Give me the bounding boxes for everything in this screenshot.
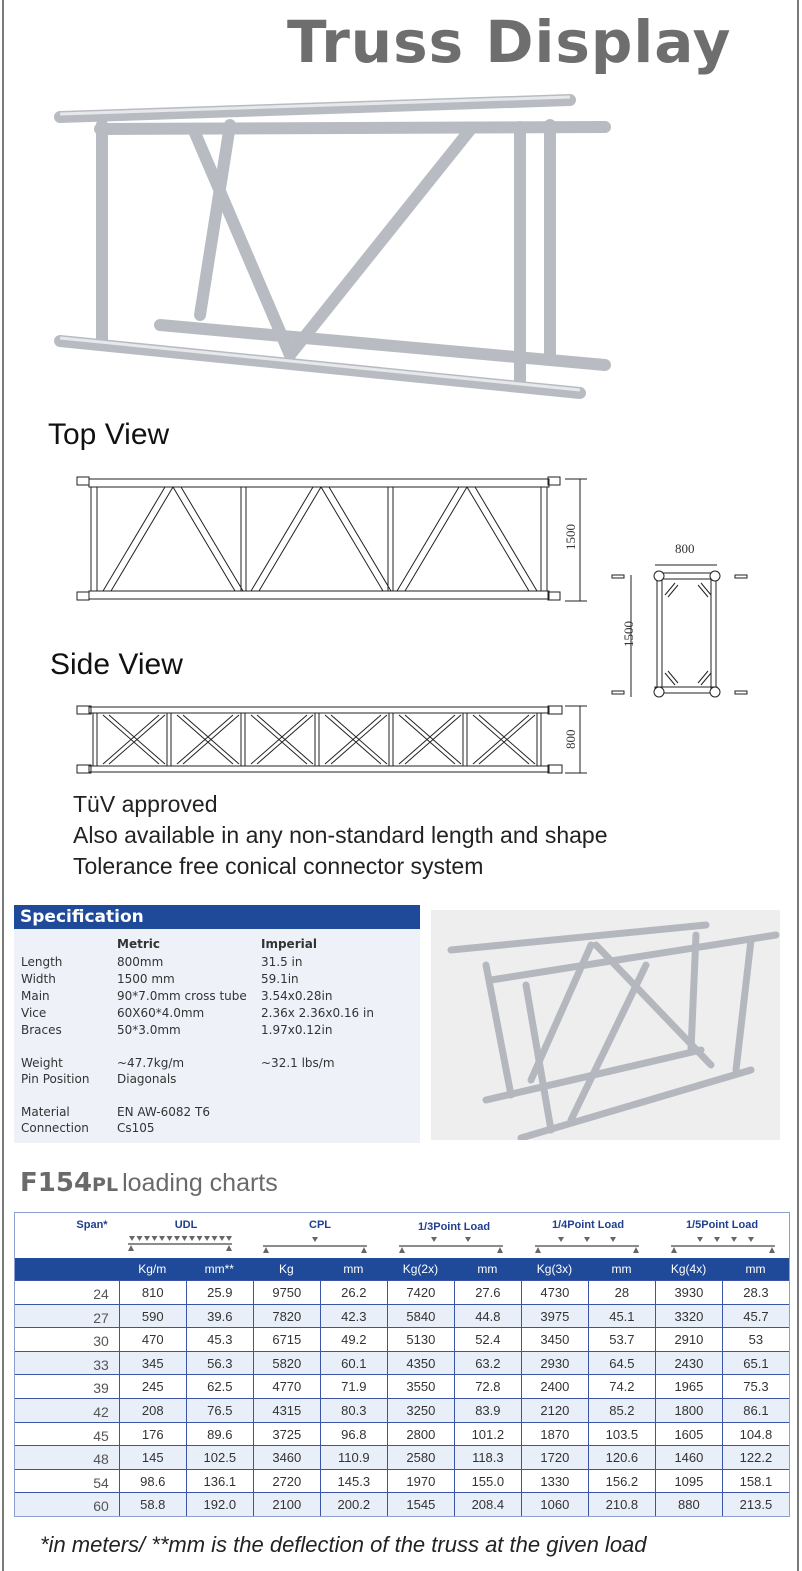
footnote: *in meters/ **mm is the deflection of the truss at the given load (40, 1532, 647, 1557)
loading-charts-title (20, 1168, 278, 1198)
value-cell: 83.9 (454, 1399, 521, 1422)
value-cell: 53 (722, 1328, 789, 1351)
span-cell: 24 (93, 1286, 109, 1302)
table-row (15, 1351, 789, 1375)
value-cell: 155.0 (454, 1470, 521, 1493)
value-cell: 208.4 (454, 1493, 521, 1516)
value-cell: 1605 (655, 1423, 722, 1446)
table-units-header (15, 1258, 789, 1280)
group-third-point: 1/3Point Load (417, 1221, 491, 1233)
span-cell: 33 (93, 1356, 109, 1373)
feature-list (73, 789, 608, 882)
unit-fifth-kg: Kg(4x) (670, 1262, 707, 1276)
value-cell: 45.1 (588, 1305, 655, 1328)
value-cell: 176 (119, 1423, 186, 1446)
value-cell: 2580 (387, 1446, 454, 1469)
value-cell: 64.5 (588, 1352, 655, 1375)
value-cell: 1095 (655, 1470, 722, 1493)
span-cell: 27 (93, 1309, 109, 1326)
value-cell: 65.1 (722, 1352, 789, 1375)
model-suffix: PL (92, 1174, 119, 1196)
value-cell: 42.3 (320, 1305, 387, 1328)
table-group-header (15, 1213, 789, 1258)
value-cell: 1800 (655, 1399, 722, 1422)
value-cell: 110.9 (320, 1446, 387, 1469)
truss-product-photo (431, 910, 780, 1140)
unit-cpl-kg: Kg (278, 1262, 294, 1276)
table-row (15, 1398, 789, 1422)
value-cell: 120.6 (588, 1446, 655, 1469)
top-view-label: Top View (48, 418, 170, 451)
value-cell: 2120 (521, 1399, 588, 1422)
value-cell: 86.1 (722, 1399, 789, 1422)
cross-section-height-dimension: 1500 (621, 621, 636, 647)
value-cell: 1970 (387, 1470, 454, 1493)
value-cell: 7820 (253, 1305, 320, 1328)
loading-chart-table (14, 1212, 790, 1517)
value-cell: 3320 (655, 1305, 722, 1328)
value-cell: 2800 (387, 1423, 454, 1446)
value-cell: 3725 (253, 1423, 320, 1446)
value-cell: 5840 (387, 1305, 454, 1328)
spec-col-metric: Metric (117, 937, 160, 951)
span-cell: 54 (93, 1474, 109, 1491)
unit-udl-kg: Kg/m (138, 1262, 167, 1276)
value-cell: 4770 (253, 1375, 320, 1398)
value-cell: 56.3 (186, 1352, 253, 1375)
group-fifth-point: 1/5Point Load (685, 1219, 759, 1231)
group-cpl: CPL (309, 1219, 331, 1231)
value-cell: 4730 (521, 1281, 588, 1304)
value-cell: 880 (655, 1493, 722, 1516)
value-cell: 58.8 (119, 1493, 186, 1516)
load-diagram-icons (15, 1233, 791, 1257)
value-cell: 192.0 (186, 1493, 253, 1516)
unit-third-mm: mm (477, 1262, 498, 1276)
value-cell: 810 (119, 1281, 186, 1304)
value-cell: 2430 (655, 1352, 722, 1375)
value-cell: 3930 (655, 1281, 722, 1304)
value-cell: 5820 (253, 1352, 320, 1375)
table-body (15, 1280, 789, 1516)
value-cell: 2930 (521, 1352, 588, 1375)
value-cell: 156.2 (588, 1470, 655, 1493)
value-cell: 71.9 (320, 1375, 387, 1398)
value-cell: 60.1 (320, 1352, 387, 1375)
feature-item: Tolerance free conical connector system (73, 853, 484, 879)
value-cell: 52.4 (454, 1328, 521, 1351)
feature-item: TüV approved (73, 791, 218, 817)
table-row (15, 1469, 789, 1493)
value-cell: 72.8 (454, 1375, 521, 1398)
value-cell: 210.8 (588, 1493, 655, 1516)
value-cell: 3975 (521, 1305, 588, 1328)
value-cell: 85.2 (588, 1399, 655, 1422)
value-cell: 39.6 (186, 1305, 253, 1328)
value-cell: 158.1 (722, 1470, 789, 1493)
truss-hero-image (50, 85, 615, 420)
unit-quarter-kg: Kg(3x) (536, 1262, 573, 1276)
value-cell: 28 (588, 1281, 655, 1304)
value-cell: 101.2 (454, 1423, 521, 1446)
value-cell: 5130 (387, 1328, 454, 1351)
table-row (15, 1304, 789, 1328)
top-view-dimension: 1500 (563, 524, 578, 550)
group-udl: UDL (174, 1219, 198, 1231)
unit-udl-mm: mm** (204, 1262, 234, 1276)
value-cell: 1965 (655, 1375, 722, 1398)
value-cell: 136.1 (186, 1470, 253, 1493)
table-row (15, 1422, 789, 1446)
spec-row-length: Length 800mm 31.5 in (21, 955, 303, 969)
table-row (15, 1374, 789, 1398)
value-cell: 2720 (253, 1470, 320, 1493)
cross-section-width-dimension: 800 (675, 541, 695, 556)
value-cell: 145.3 (320, 1470, 387, 1493)
spec-row-weight: Weight ~47.7kg/m ~32.1 lbs/m (21, 1056, 335, 1070)
spec-row-main: Main 90*7.0mm cross tube 3.54x0.28in (21, 989, 333, 1003)
span-cell: 39 (93, 1380, 109, 1397)
value-cell: 1460 (655, 1446, 722, 1469)
span-cell: 60 (93, 1498, 109, 1515)
spec-row-pin-position: Pin Position Diagonals (21, 1072, 177, 1086)
side-view-drawing (75, 703, 595, 778)
unit-quarter-mm: mm (611, 1262, 632, 1276)
unit-cpl-mm: mm (343, 1262, 364, 1276)
table-row (15, 1327, 789, 1351)
value-cell: 103.5 (588, 1423, 655, 1446)
specification-panel (14, 905, 420, 1143)
value-cell: 1330 (521, 1470, 588, 1493)
table-row (15, 1445, 789, 1469)
spec-row-material: Material EN AW-6082 T6 (21, 1105, 210, 1119)
value-cell: 89.6 (186, 1423, 253, 1446)
value-cell: 208 (119, 1399, 186, 1422)
value-cell: 62.5 (186, 1375, 253, 1398)
page-title: Truss Display (287, 8, 732, 76)
unit-third-kg: Kg(2x) (402, 1262, 439, 1276)
spec-row-vice: Vice 60X60*4.0mm 2.36x 2.36x0.16 in (21, 1006, 374, 1020)
value-cell: 4350 (387, 1352, 454, 1375)
value-cell: 1060 (521, 1493, 588, 1516)
value-cell: 3550 (387, 1375, 454, 1398)
span-cell: 42 (93, 1403, 109, 1420)
unit-fifth-mm: mm (745, 1262, 766, 1276)
value-cell: 9750 (253, 1281, 320, 1304)
value-cell: 75.3 (722, 1375, 789, 1398)
table-row (15, 1492, 789, 1516)
side-view-label: Side View (50, 648, 183, 681)
value-cell: 49.2 (320, 1328, 387, 1351)
value-cell: 590 (119, 1305, 186, 1328)
value-cell: 245 (119, 1375, 186, 1398)
value-cell: 3250 (387, 1399, 454, 1422)
specification-heading: Specification (14, 905, 420, 929)
value-cell: 2100 (253, 1493, 320, 1516)
span-cell: 48 (93, 1451, 109, 1468)
feature-item: Also available in any non-standard length and shape (73, 822, 608, 848)
spec-row-braces: Braces 50*3.0mm 1.97x0.12in (21, 1023, 333, 1037)
value-cell: 45.3 (186, 1328, 253, 1351)
value-cell: 2910 (655, 1328, 722, 1351)
value-cell: 4315 (253, 1399, 320, 1422)
value-cell: 45.7 (722, 1305, 789, 1328)
span-cell: 45 (93, 1427, 109, 1444)
value-cell: 44.8 (454, 1305, 521, 1328)
value-cell: 3450 (521, 1328, 588, 1351)
span-cell: 30 (93, 1333, 109, 1350)
value-cell: 470 (119, 1328, 186, 1351)
value-cell: 200.2 (320, 1493, 387, 1516)
value-cell: 74.2 (588, 1375, 655, 1398)
value-cell: 25.9 (186, 1281, 253, 1304)
value-cell: 1720 (521, 1446, 588, 1469)
value-cell: 345 (119, 1352, 186, 1375)
value-cell: 1545 (387, 1493, 454, 1516)
value-cell: 7420 (387, 1281, 454, 1304)
value-cell: 76.5 (186, 1399, 253, 1422)
value-cell: 28.3 (722, 1281, 789, 1304)
value-cell: 27.6 (454, 1281, 521, 1304)
table-row (15, 1280, 789, 1304)
value-cell: 98.6 (119, 1470, 186, 1493)
group-quarter-point: 1/4Point Load (551, 1219, 625, 1231)
cross-section-drawing (605, 535, 755, 705)
spec-col-imperial: Imperial (261, 937, 317, 951)
value-cell: 122.2 (722, 1446, 789, 1469)
spec-row-width: Width 1500 mm 59.1in (21, 972, 299, 986)
side-view-dimension: 800 (563, 729, 578, 749)
value-cell: 145 (119, 1446, 186, 1469)
value-cell: 213.5 (722, 1493, 789, 1516)
value-cell: 26.2 (320, 1281, 387, 1304)
model-number: F154 (20, 1168, 93, 1198)
value-cell: 2400 (521, 1375, 588, 1398)
value-cell: 118.3 (454, 1446, 521, 1469)
value-cell: 63.2 (454, 1352, 521, 1375)
value-cell: 6715 (253, 1328, 320, 1351)
value-cell: 96.8 (320, 1423, 387, 1446)
value-cell: 80.3 (320, 1399, 387, 1422)
loading-charts-label: loading charts (122, 1169, 278, 1197)
spec-row-connection: Connection Cs105 (21, 1121, 155, 1135)
value-cell: 102.5 (186, 1446, 253, 1469)
value-cell: 1870 (521, 1423, 588, 1446)
value-cell: 104.8 (722, 1423, 789, 1446)
value-cell: 3460 (253, 1446, 320, 1469)
top-view-drawing (75, 475, 595, 610)
group-span: Span* (76, 1219, 108, 1231)
value-cell: 53.7 (588, 1328, 655, 1351)
